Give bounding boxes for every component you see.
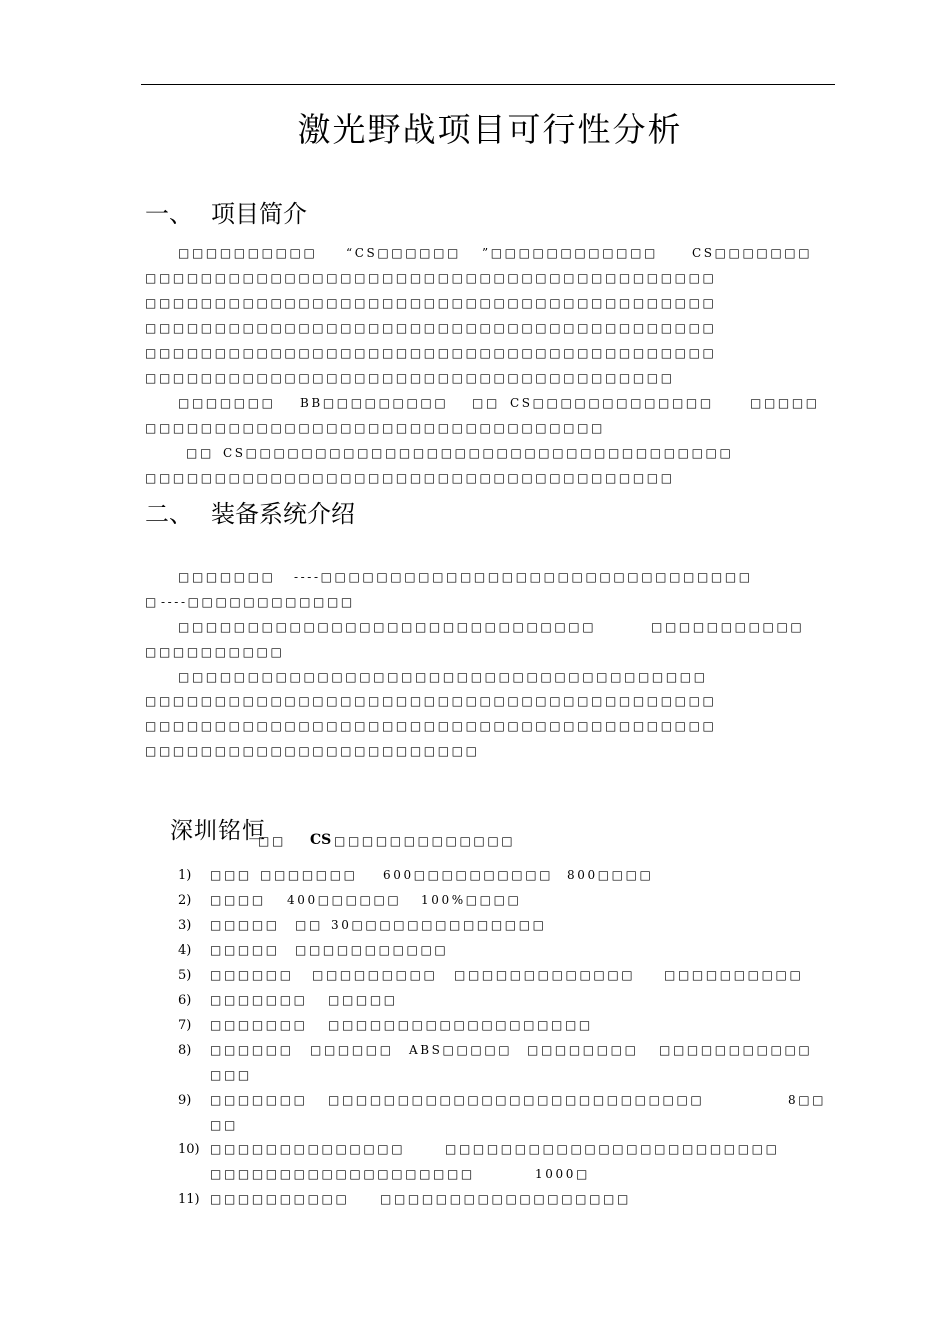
list-item-text: □□□□□□□□□□□□□□□□□□□ (328, 1018, 593, 1032)
section-heading-2 (145, 494, 355, 529)
list-item-text: □□□□□□□□□ (312, 968, 438, 982)
list-item-continuation: 1000□ (535, 1167, 590, 1181)
list-item-text: □□□□□□□ (260, 868, 358, 882)
paragraph-line: □□□□□□□□□□ (145, 645, 285, 659)
list-item-text: □□□□□□□□□□□□□ (454, 968, 636, 982)
paragraph-line: □□□□□□□□□□□□□□□□□□□□□□□□□□□□□□□□□□□□□□□□□ (145, 346, 717, 360)
list-item-text: □□□□□□ (210, 1043, 294, 1057)
header-rule (141, 84, 835, 85)
paragraph-line: □ (145, 595, 159, 609)
paragraph-line: ----□□□□□□□□□□□□ (161, 595, 355, 609)
list-item-text: □□□□□□□ (210, 993, 308, 1007)
paragraph-line: □□□□□□□□□□□□□□□□□□□□□□□□□□□□□□□□□□□□□□□□□ (145, 271, 717, 285)
paragraph-line: CS□□□□□□□□□□□□□ (510, 396, 714, 410)
list-item-continuation: □□□ (210, 1068, 252, 1082)
document-page: 激光野战项目可行性分析 一、 项目简介 □□□□□□□□□□ “CS□□□□□□ ”□□□□□□□□□□□□ CS□□□□□□□ □□□□□□□□□□□□□□□□□□□□□□□□□□□□□□□□□□□□□□□□□ □□□□□□□□□□□□□□□□□□□□□□□□□□□□□□□□□□□□□□□□□ □□□□□□□□□□□□□□□□□□□□□□□□□□□□□□□□□□□□□□□□□ □□□□□□□□□□□□□□□□□□□□□□□□□□□□□□□□□□□□□□□□□ □□□□□□□□□□□□□□□□□□□□□□□□□□□□□□□□□□□□□□ □□□□□□□ BB□□□□□□□□□ □□ CS□□□□□□□□□□□□□ □□□□□ □□□□□□□□□□□□□□□□□□□□□□□□□□□□□□□□□ □□ CS□□□□□□□□□□□□□□□□□□□□□□□□□□□□□□□□□□□ □□□□□□□□□□□□□□□□□□□□□□□□□□□□□□□□□□□□□□ 二、 装备系统介绍 □□□□□□□ ----□□□□□□□□□□□□□□□□□□□□□□□□□□□□□□□ □ ----□□□□□□□□□□□□ □□□□□□□□□□□□□□□□□□□□□□□□□□□□□□ □□□□□□□□□□□ □□□□□□□□□□ □□□□□□□□□□□□□□□□□□□□□□□□□□□□□□□□□□□□□□ □□□□□□□□□□□□□□□□□□□□□□□□□□□□□□□□□□□□□□□□□ □□□□□□□□□□□□□□□□□□□□□□□□□□□□□□□□□□□□□□□□□ □□□□□□□□□□□□□□□□□□□□□□□□ 深圳铭恒 □□ CS □□□□□□□□□□□□□ 1) □□□ □□□□□□□ 600□□□□□□□□□□ 800□□□□ 2) □□□□ 400□□□□□□ 100%□□□□ 3) □□□□□ □□ 30□□□□□□□□□□□□□□ 4) □□□□□ □□□□□□□□□□□ 5) □□□□□□ □□□□□□□□□ □□□□□□□□□□□□□ □□□□□□□□□□ 6) □□□□□□□ □□□□□ 7) □□□□□□□ □□□□□□□□□□□□□□□□□□□ 8) □□□□□□ □□□□□□ ABS□□□□□ □□□□□□□□ □□□□□□□□□□□ □□□ 9) □□□□□□□ □□□□□□□□□□□□□□□□□□□□□□□□□□□ 8□□ □□ 10) □□□□□□□□□□□□□□ □□□□□□□□□□□□□□□□□□□□□□□□ □□□□□□□□□□□□□□□□□□□ 1000□ 11) □□□□□□□□□□ □□□□□□□□□□□□□□□□□□ (0, 0, 950, 1344)
list-item-text: □□□□□□□□□□□□□□□□□□ (380, 1192, 631, 1206)
list-item-text: □□□□□□□□□□□ (659, 1043, 813, 1057)
paragraph-line: ----□□□□□□□□□□□□□□□□□□□□□□□□□□□□□□□ (294, 570, 753, 584)
paragraph-line: □□□□□□□□□□□□□□□□□□□□□□□□□□□□□□□□□□□□□□ (178, 670, 708, 684)
company-suffix-cs: CS (310, 832, 332, 848)
paragraph-line: □□□□□□□□□□□□□□□□□□□□□□□□□□□□□□□□□□□□□□□□□ (145, 719, 717, 733)
paragraph-line: □□ (186, 446, 214, 460)
list-item-text: 8□□ (788, 1093, 827, 1107)
paragraph-line: □□□□□□□□□□□□□□□□□□□□□□□□ (145, 744, 480, 758)
company-suffix-text: □□□□□□□□□□□□□ (334, 834, 516, 848)
list-item-text: □□□□□ (210, 918, 280, 932)
list-item-text: □□ (295, 918, 323, 932)
list-item-text: ABS□□□□□ (409, 1043, 513, 1057)
list-item-text: □□□ (210, 868, 252, 882)
list-item-text: □□□□□□□□□□□□□□ (210, 1142, 406, 1156)
list-item-text: □□□□□□□□ (527, 1043, 639, 1057)
section-number: 二、 (145, 500, 193, 528)
list-item-continuation: □□ (210, 1118, 238, 1132)
list-item-continuation: □□□□□□□□□□□□□□□□□□□ (210, 1167, 475, 1181)
list-item-text: □□□□□□ (310, 1043, 394, 1057)
paragraph-line: □□□□□ (750, 396, 820, 410)
list-item-text: 30□□□□□□□□□□□□□□ (331, 918, 547, 932)
paragraph-line: □□□□□□□□□□□□□□□□□□□□□□□□□□□□□□□□□□□□□□ (145, 471, 675, 485)
list-item-text: 400□□□□□□ (287, 893, 402, 907)
paragraph-line: □□□□□□□□□□□□□□□□□□□□□□□□□□□□□□ (178, 620, 597, 634)
list-item-text: □□□□□□□□□□□□□□□□□□□□□□□□ (445, 1142, 780, 1156)
section-number: 一、 (145, 200, 193, 228)
paragraph-line: □□□□□□□□□□□ (651, 620, 805, 634)
section-label: 装备系统介绍 (211, 500, 355, 528)
list-item-text: □□□□□□□□□□□ (295, 943, 449, 957)
list-item-text: □□□□ (210, 893, 266, 907)
paragraph-line: “CS□□□□□□ (346, 246, 461, 260)
paragraph-line: ”□□□□□□□□□□□□ (482, 246, 658, 260)
paragraph-line: □□□□□□□□□□ (178, 246, 318, 260)
paragraph-line: □□□□□□□□□□□□□□□□□□□□□□□□□□□□□□□□□□□□□□ (145, 371, 675, 385)
list-item-text: □□□□□□□□□□ (210, 1192, 350, 1206)
list-item-text: □□□□□□□□□□ (664, 968, 804, 982)
list-item-text: 600□□□□□□□□□□ (383, 868, 554, 882)
list-item-text: □□□□□□□ (210, 1093, 308, 1107)
list-item-text: □□□□□□□□□□□□□□□□□□□□□□□□□□□ (328, 1093, 705, 1107)
company-name: 深圳铭恒 (170, 818, 266, 844)
section-heading-1 (145, 194, 307, 229)
company-suffix: □□ (258, 834, 286, 848)
list-item-text: 100%□□□□ (421, 893, 522, 907)
paragraph-line: □□ (472, 396, 500, 410)
paragraph-line: BB□□□□□□□□□ (300, 396, 449, 410)
paragraph-line: CS□□□□□□□ (692, 246, 813, 260)
list-item-text: □□□□□ (210, 943, 280, 957)
paragraph-line: □□□□□□□□□□□□□□□□□□□□□□□□□□□□□□□□□□□□□□□□□ (145, 694, 717, 708)
list-item-text: □□□□□□□ (210, 1018, 308, 1032)
paragraph-line: □□□□□□□□□□□□□□□□□□□□□□□□□□□□□□□□□□□□□□□□□ (145, 321, 717, 335)
paragraph-line: □□□□□□□ (178, 570, 276, 584)
list-item-text: 800□□□□ (567, 868, 654, 882)
paragraph-line: □□□□□□□□□□□□□□□□□□□□□□□□□□□□□□□□□□□□□□□□□ (145, 296, 717, 310)
section-label: 项目简介 (211, 200, 307, 228)
paragraph-line: □□□□□□□ (178, 396, 276, 410)
document-title: 激光野战项目可行性分析 (297, 110, 683, 149)
list-item-text: □□□□□□ (210, 968, 294, 982)
list-item-text: □□□□□ (328, 993, 398, 1007)
paragraph-line: □□□□□□□□□□□□□□□□□□□□□□□□□□□□□□□□□ (145, 421, 605, 435)
paragraph-line: CS□□□□□□□□□□□□□□□□□□□□□□□□□□□□□□□□□□□ (223, 446, 734, 460)
